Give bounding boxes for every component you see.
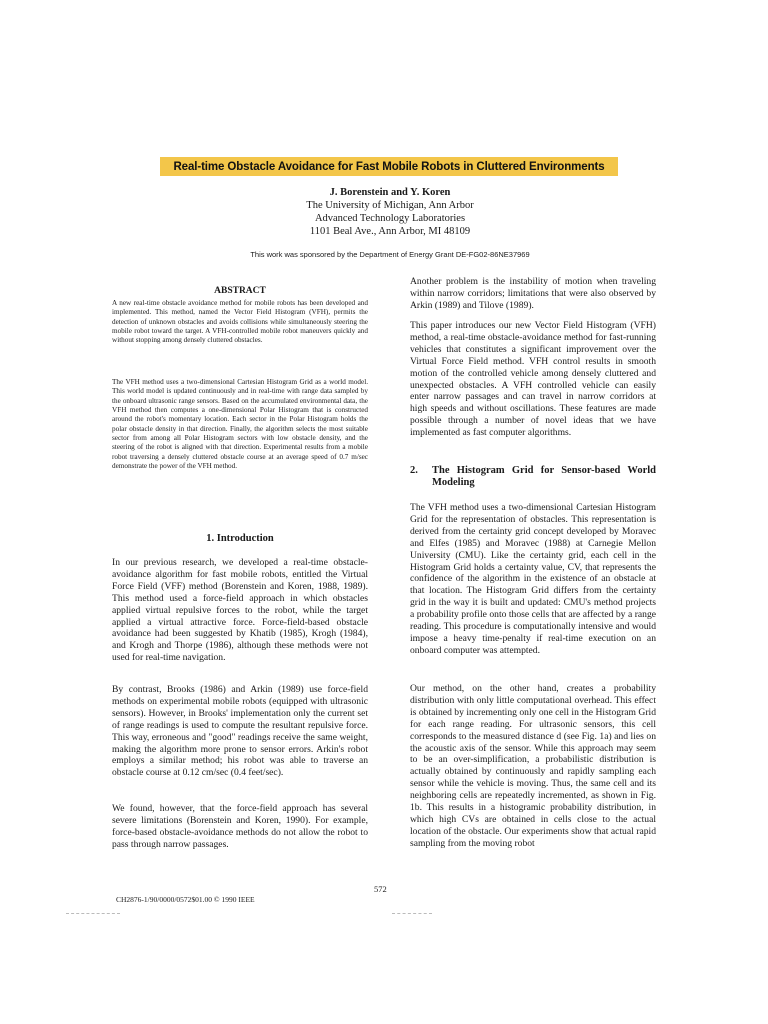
right-paragraph-1: Another problem is the instability of motion when traveling within narrow corridors; limitations that were also observed by Arkin (1989) and Tilove (1989). <box>410 276 656 311</box>
intro-paragraph-2: By contrast, Brooks (1986) and Arkin (1989) use force-field methods on experimental mobile robots (equipped with ultrasonic sensors). However, in Brooks' implementation only the current set of range readings is used to compute the resultant repulsive force. This way, erroneous and "good" readings receive the same weight, making the algorithm more prone to sensor errors. Arkin's robot employs a similar method; his robot was able to traverse an obstacle course at 0.12 cm/sec (0.4 feet/sec). <box>112 684 368 779</box>
copyright-line: CH2876-1/90/0000/0572$01.00 © 1990 IEEE <box>116 895 255 904</box>
abstract-paragraph-2: The VFH method uses a two-dimensional Cartesian Histogram Grid as a world model. This world model is updated continuously and in real-time with range data sampled by the onboard ultrasonic range sensors. Based on the accumulated environmental data, the VFH method then computes a one-dimensional Polar Histogram that is constructed around the robot's momentary location. Each sector in the Polar Histogram holds the polar obstacle density in that direction. Finally, the algorithm selects the most suitable sector from among all Polar Histogram sectors with low obstacle density, and the steering of the robot is aligned with that direction. Experimental results from a mobile robot traversing a densely cluttered obstacle course at an average speed of 0.7 m/sec demonstrate the power of the VFH method. <box>112 378 368 471</box>
section-2-paragraph-1: The VFH method uses a two-dimensional Cartesian Histogram Grid for the representation of obstacles. This representation is derived from the certainty grid concept developed by Moravec and Elfes (1985) and Moravec (1988) at Carnegie Mellon University (CMU). Like the certainty grid, each cell in the Histogram Grid holds a certainty value, CV, that represents the confidence of the algorithm in the existence of an obstacle at that location. The Histogram Grid differs from the certainty grid in the way it is built and updated: CMU's method projects a probability profile onto those cells that are affected by a range reading. This procedure is computationally intensive and would impose a heavy time-penalty if real-time execution on an onboard computer was attempted. <box>410 502 656 656</box>
author-block <box>200 186 580 238</box>
abstract-paragraph-1: A new real-time obstacle avoidance method for mobile robots has been developed and implemented. This method, named the Vector Field Histogram (VFH), permits the detection of unknown obstacles and avoids collisions while simultaneously steering the mobile robot toward the target. A VFH-controlled mobile robot maneuvers quickly and without stopping among densely cluttered obstacles. <box>112 299 368 345</box>
right-paragraph-2: This paper introduces our new Vector Field Histogram (VFH) method, a real-time obstacle-avoidance method for fast-running vehicles that constitutes a significant improvement over the Virtual Force Field method. VFH control results in smooth motion of the controlled vehicle among densely cluttered and unexpected obstacles. A VFH controlled vehicle can easily enter narrow passages and can travel in narrow corridors at high speeds and without oscillations. These features are made possible through a number of novel ideas that we have implemented as fast computer algorithms. <box>410 320 656 439</box>
sponsor-note: This work was sponsored by the Department of Energy Grant DE-FG02-86NE37969 <box>250 250 530 259</box>
section-2-title: The Histogram Grid for Sensor-based World Modeling <box>432 465 656 488</box>
affiliation-line-1: The University of Michigan, Ann Arbor <box>306 200 474 211</box>
paper-title: Real-time Obstacle Avoidance for Fast Mobile Robots in Cluttered Environments <box>173 160 605 173</box>
section-2-number: 2. <box>410 465 418 476</box>
section-2-heading <box>410 465 656 489</box>
intro-paragraph-3: We found, however, that the force-field approach has several severe limitations (Borenstein and Koren, 1990). For example, force-based obstacle-avoidance methods do not allow the robot to pass through narrow passages. <box>112 803 368 850</box>
intro-paragraph-1: In our previous research, we developed a real-time obstacle-avoidance algorithm for fast mobile robots, entitled the Virtual Force Field (VFF) method (Borenstein and Koren, 1988, 1989). This method used a force-field approach in which obstacles applied virtual repulsive forces to the robot, while the target applied a virtual attractive force. Force-field-based obstacle avoidance had been suggested by Khatib (1985), Krogh (1984), and Krogh and Thorpe (1986), although these methods were not used for real-time navigation. <box>112 557 368 664</box>
introduction-heading: 1. Introduction <box>206 533 274 544</box>
page-number: 572 <box>374 884 387 894</box>
affiliation-line-2: Advanced Technology Laboratories <box>314 213 466 224</box>
title-highlight <box>160 157 618 176</box>
scan-mark-left <box>66 913 120 914</box>
abstract-heading: ABSTRACT <box>214 286 266 296</box>
affiliation-line-3: 1101 Beal Ave., Ann Arbor, MI 48109 <box>309 226 471 237</box>
scan-mark-right <box>392 913 432 914</box>
section-2-paragraph-2: Our method, on the other hand, creates a probability distribution with only little computational overhead. This effect is obtained by incrementing only one cell in the Histogram Grid for each range reading. For ultrasonic sensors, this cell corresponds to the measured distance d (see Fig. 1a) and lies on the acoustic axis of the sensor. While this approach may seem to be an over-simplification, a probabilistic distribution is actually obtained by continuously and rapidly sampling each sensor while the vehicle is moving. Thus, the same cell and its neighboring cells are repeatedly incremented, as shown in Fig. 1b. This results in a histogramic probability distribution, in which high CVs are obtained in cells close to the actual location of the obstacle. Our experiments show that actual rapid sampling from the moving robot <box>410 683 656 849</box>
authors: J. Borenstein and Y. Koren <box>329 187 451 198</box>
